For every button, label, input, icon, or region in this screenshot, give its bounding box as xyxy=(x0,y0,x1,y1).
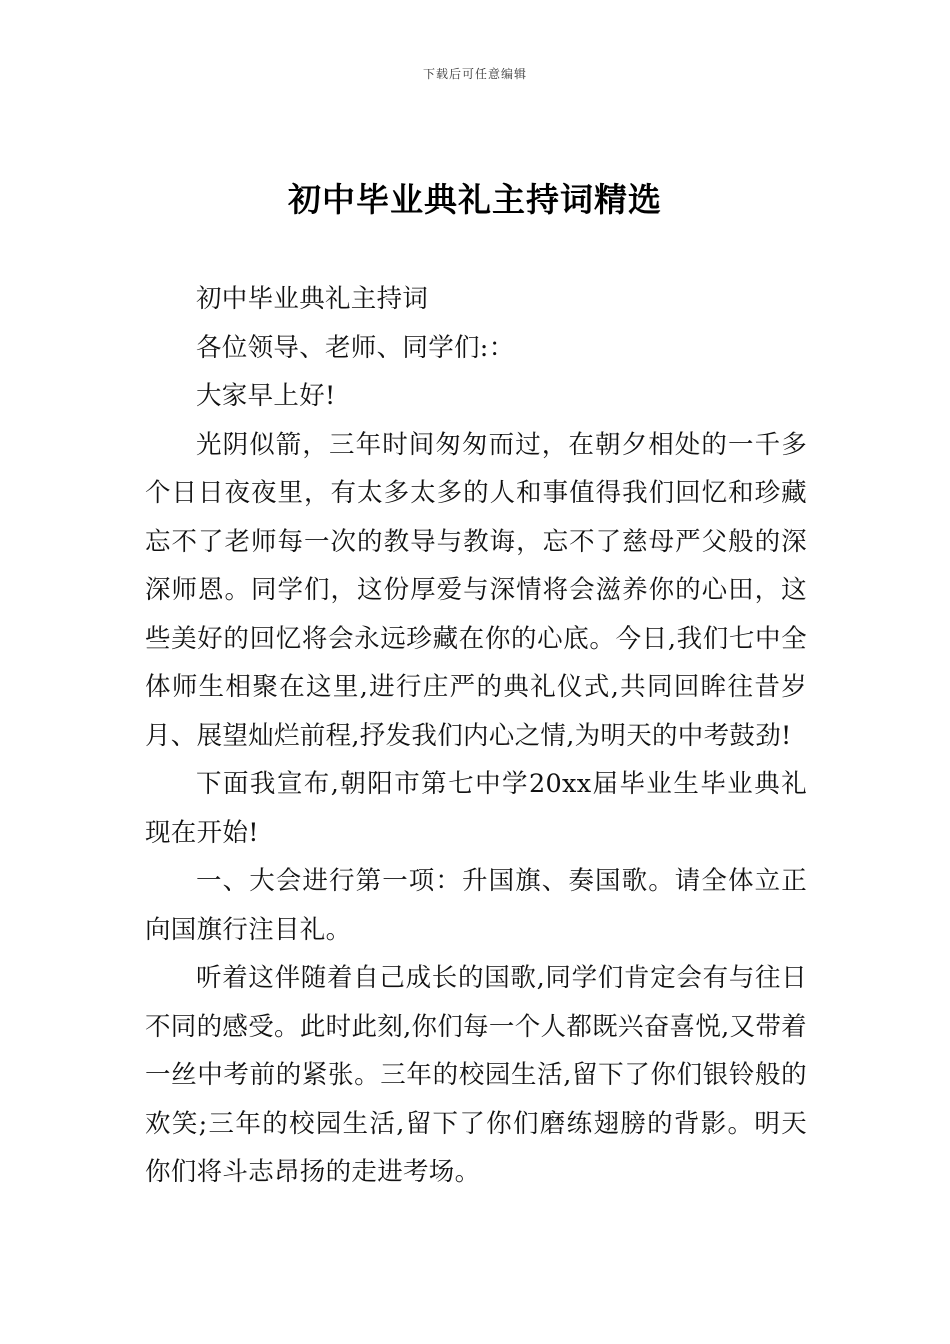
document-title: 初中毕业典礼主持词精选 xyxy=(288,180,662,219)
paragraph-greeting: 大家早上好! xyxy=(196,381,336,411)
paragraph-subtitle: 初中毕业典礼主持词 xyxy=(196,284,429,314)
paragraph-salutation: 各位领导、老师、同学们:： xyxy=(196,332,515,363)
header-note: 下载后可任意编辑 xyxy=(422,67,527,81)
document-body xyxy=(145,275,807,1197)
paragraph-announcement: 下面我宣布,朝阳市第七中学20xx届毕业生毕业典礼现在开始! xyxy=(145,769,807,848)
paragraph-anthem-reflection: 听着这伴随着自己成长的国歌,同学们肯定会有与往日不同的感受。此时此刻,你们每一个人都既兴奋喜悦,又带着一丝中考前的紧张。三年的校园生活,留下了你们银铃般的欢笑;三年的校园生活,留下了你们磨练翅膀的背影。明天你们将斗志昂扬的走进考场。 xyxy=(145,963,807,1187)
paragraph-item-one: 一、大会进行第一项：升国旗、奏国歌。请全体立正向国旗行注目礼。 xyxy=(145,866,807,945)
paragraph-opening: 光阴似箭，三年时间匆匆而过，在朝夕相处的一千多个日日夜夜里，有太多太多的人和事值得我们回忆和珍藏忘不了老师每一次的教导与教诲，忘不了慈母严父般的深深师恩。同学们，这份厚爱与深情将会滋养你的心田，这些美好的回忆将会永远珍藏在你的心底。今日,我们七中全体师生相聚在这里,进行庄严的典礼仪式,共同回眸往昔岁月、展望灿烂前程,抒发我们内心之情,为明天的中考鼓劲! xyxy=(145,429,807,751)
